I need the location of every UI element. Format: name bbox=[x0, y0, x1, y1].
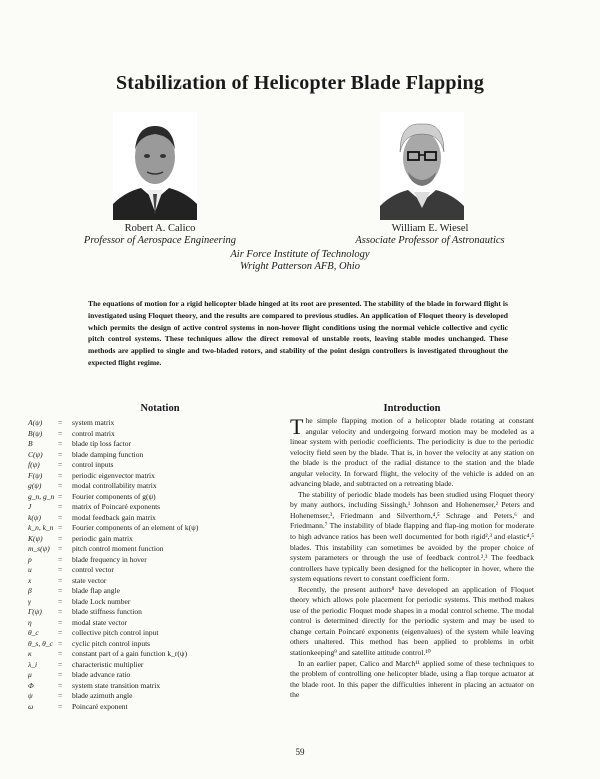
equals-sign: = bbox=[58, 418, 63, 427]
notation-item bbox=[28, 628, 298, 639]
notation-symbol: k_n, k_n bbox=[28, 523, 54, 533]
equals-sign: = bbox=[58, 502, 63, 512]
notation-item bbox=[28, 544, 298, 555]
notation-definition: modal feedback gain matrix bbox=[72, 512, 156, 522]
author-name: Robert A. Calico bbox=[124, 223, 196, 234]
equals-sign: = bbox=[58, 523, 63, 533]
notation-definition: constant part of a gain function k_r(ψ) bbox=[72, 649, 188, 659]
notation-symbol: ψ bbox=[28, 691, 33, 701]
equals-sign: = bbox=[58, 628, 63, 638]
equals-sign: = bbox=[58, 439, 63, 449]
notation-definition: system matrix bbox=[72, 418, 115, 427]
equals-sign: = bbox=[58, 491, 63, 501]
notation-item bbox=[28, 418, 298, 429]
notation-symbol: f(ψ) bbox=[28, 460, 40, 470]
notation-item bbox=[28, 681, 298, 692]
notation-item bbox=[28, 555, 298, 566]
notation-symbol: θ_c bbox=[28, 628, 39, 638]
affiliation bbox=[0, 249, 600, 273]
notation-symbol: κ bbox=[28, 649, 32, 659]
equals-sign: = bbox=[58, 701, 63, 711]
equals-sign: = bbox=[58, 533, 63, 543]
notation-definition: state vector bbox=[72, 575, 107, 585]
notation-definition: control inputs bbox=[72, 460, 114, 470]
notation-item bbox=[28, 481, 298, 492]
notation-definition: Fourier components of g(ψ) bbox=[72, 491, 156, 501]
notation-item bbox=[28, 702, 298, 713]
notation-item bbox=[28, 576, 298, 587]
equals-sign: = bbox=[58, 596, 63, 606]
notation-definition: control vector bbox=[72, 565, 114, 575]
equals-sign: = bbox=[58, 691, 63, 701]
notation-item bbox=[28, 618, 298, 629]
equals-sign: = bbox=[58, 586, 63, 596]
notation-symbol: Φ bbox=[28, 680, 34, 690]
notation-definition: Poincaré exponent bbox=[72, 701, 128, 711]
notation-symbol: η bbox=[28, 617, 32, 627]
intro-paragraph: Recently, the present authors⁸ have developed an application of Floquet theory which allows pole placement for periodic systems. This method makes use of the periodic Floquet mode shapes in a modal control scheme. The modal control is determined directly for the periodic system and may be used to change certain Poincaré exponents (eigenvalues) of the system while leaving others unaltered. This method has been applied to problems in orbit stationkeeping⁹ and satellite attitude control.¹⁰ bbox=[290, 584, 534, 658]
notation-symbol: θ_s, θ_c bbox=[28, 638, 53, 648]
notation-symbol: Γ(ψ) bbox=[28, 607, 42, 617]
intro-paragraph: The stability of periodic blade models has been studied using Floquet theory by many authors, including Sissingh,¹ Johnson and Hohenemser,² Peters and Hohenemser,³, Friedmann and Silverthorn,⁴,⁵ Schrage and Peters,⁶ and Friedmann.⁷ The instability of blade flapping and flap-ing motion for moderate to high advance ratios has been well documented for both rigid²,³ and elastic⁴,⁵ blades. This instability can sometimes be avoided by the proper choice of system parameters or through the use of feedback control.²,³ The feedback controllers have typically been designed for the helicopter in hover, where the system equations revert to constant coefficient form. bbox=[290, 489, 534, 584]
equals-sign: = bbox=[58, 670, 63, 680]
equals-sign: = bbox=[58, 659, 63, 669]
notation-definition: blade tip loss factor bbox=[72, 439, 131, 449]
equals-sign: = bbox=[58, 565, 63, 575]
equals-sign: = bbox=[58, 449, 63, 459]
notation-item bbox=[28, 586, 298, 597]
notation-item bbox=[28, 502, 298, 513]
notation-item bbox=[28, 492, 298, 503]
equals-sign: = bbox=[58, 617, 63, 627]
notation-symbol: β bbox=[28, 586, 32, 596]
notation-definition: modal state vector bbox=[72, 617, 127, 627]
notation-symbol: g_n, g_n bbox=[28, 491, 55, 501]
notation-item bbox=[28, 597, 298, 608]
notation-item bbox=[28, 429, 298, 440]
equals-sign: = bbox=[58, 638, 63, 648]
notation-symbol: C(ψ) bbox=[28, 449, 43, 459]
author-photo-calico bbox=[113, 112, 197, 220]
equals-sign: = bbox=[58, 575, 63, 585]
notation-item bbox=[28, 565, 298, 576]
affiliation-institute: Air Force Institute of Technology bbox=[230, 249, 370, 260]
notation-item bbox=[28, 607, 298, 618]
notation-definition: blade stiffness function bbox=[72, 607, 142, 617]
notation-item bbox=[28, 439, 298, 450]
notation-symbol: ω bbox=[28, 701, 34, 711]
equals-sign: = bbox=[58, 470, 63, 480]
notation-item bbox=[28, 450, 298, 461]
notation-definition: blade azimuth angle bbox=[72, 691, 133, 701]
notation-symbol: A(ψ) bbox=[28, 418, 43, 427]
notation-item bbox=[28, 534, 298, 545]
introduction-heading: Introduction bbox=[383, 403, 441, 414]
author-photo-wiesel bbox=[380, 112, 464, 220]
author-title: Associate Professor of Astronautics bbox=[355, 235, 505, 246]
equals-sign: = bbox=[58, 512, 63, 522]
notation-definition: blade advance ratio bbox=[72, 670, 131, 680]
intro-paragraph: The simple flapping motion of a helicopter blade rotating at constant angular velocity and undergoing forward motion may be modeled as a linear system with periodic coefficients. The periodicity is due to the periodic velocity field seen by the blade. That is, in hover the velocity at any station on the blade is the product of the radial distance to the station and the blade angular velocity. In forward flight, the velocity of the vehicle is added on an advancing blade, and subtracted on a retreating blade. bbox=[290, 414, 534, 489]
notation-item bbox=[28, 691, 298, 702]
affiliation-location: Wright Patterson AFB, Ohio bbox=[240, 261, 360, 272]
notation-definition: blade Lock number bbox=[72, 596, 131, 606]
notation-item bbox=[28, 639, 298, 650]
equals-sign: = bbox=[58, 554, 63, 564]
notation-symbol: x bbox=[28, 575, 32, 585]
notation-item bbox=[28, 513, 298, 524]
drop-cap: T bbox=[290, 414, 304, 439]
equals-sign: = bbox=[58, 460, 63, 470]
notation-item bbox=[28, 670, 298, 681]
abstract: The equations of motion for a rigid helicopter blade hinged at its root are presented. The stability of the blade in forward flight is investigated using Floquet theory, and the results are compared to previous studies. An application of Floquet theory is developed which permits the design of active control systems in non-hover flight conditions using the normal vehicle collective and cyclic pitch control systems. These techniques allow the direct removal of unstable roots, leaving stable modes unchanged. These methods are applied to single and two-bladed rotors, and stability of the point design controllers is investigated throughout the expected flight regime. bbox=[88, 299, 508, 367]
equals-sign: = bbox=[58, 544, 63, 554]
paper-title: Stabilization of Helicopter Blade Flapping bbox=[115, 72, 485, 94]
notation-symbol: λ_i bbox=[28, 659, 38, 669]
equals-sign: = bbox=[58, 649, 63, 659]
notation-definition: Fourier components of an element of k(ψ) bbox=[72, 523, 199, 533]
page-number: 59 bbox=[295, 747, 305, 757]
notation-definition: periodic gain matrix bbox=[72, 533, 133, 543]
notation-symbol: μ bbox=[28, 670, 32, 680]
equals-sign: = bbox=[58, 428, 63, 438]
notation-definition: matrix of Poincaré exponents bbox=[72, 502, 161, 512]
notation-symbol: g(ψ) bbox=[28, 481, 42, 491]
author-name: William E. Wiesel bbox=[391, 223, 469, 234]
notation-symbol: B(ψ) bbox=[28, 428, 43, 438]
notation-symbol: m_s(ψ) bbox=[28, 544, 50, 554]
intro-paragraph: In an earlier paper, Calico and March¹¹ applied some of these techniques to the problem of controlling one helicopter blade, using a flap torque actuator at the blade root. In this paper the difficulties inherent in placing an actuator on the bbox=[290, 658, 534, 700]
notation-symbol: u bbox=[28, 565, 32, 575]
equals-sign: = bbox=[58, 607, 63, 617]
notation-list bbox=[28, 418, 298, 712]
notation-definition: cyclic pitch control inputs bbox=[72, 638, 151, 648]
equals-sign: = bbox=[58, 481, 63, 491]
notation-item bbox=[28, 523, 298, 534]
author-title: Professor of Aerospace Engineering bbox=[83, 235, 237, 246]
notation-definition: system state transition matrix bbox=[72, 680, 161, 690]
notation-definition: modal controllability matrix bbox=[72, 481, 157, 491]
notation-heading: Notation bbox=[140, 403, 180, 414]
notation-symbol: B bbox=[28, 439, 33, 449]
notation-item bbox=[28, 660, 298, 671]
notation-definition: collective pitch control input bbox=[72, 628, 159, 638]
notation-item bbox=[28, 649, 298, 660]
notation-item bbox=[28, 471, 298, 482]
notation-symbol: F(ψ) bbox=[28, 470, 43, 480]
notation-definition: control matrix bbox=[72, 428, 115, 438]
notation-definition: periodic eigenvector matrix bbox=[72, 470, 155, 480]
notation-definition: characteristic multiplier bbox=[72, 659, 144, 669]
notation-symbol: p bbox=[28, 554, 32, 564]
notation-definition: blade flap angle bbox=[72, 586, 120, 596]
notation-symbol: k(ψ) bbox=[28, 512, 41, 522]
notation-definition: blade damping function bbox=[72, 449, 144, 459]
notation-symbol: γ bbox=[28, 596, 31, 606]
notation-item bbox=[28, 460, 298, 471]
introduction-body bbox=[290, 416, 534, 701]
equals-sign: = bbox=[58, 680, 63, 690]
notation-symbol: J bbox=[28, 502, 32, 512]
notation-definition: blade frequency in hover bbox=[72, 554, 147, 564]
notation-symbol: K(ψ) bbox=[28, 533, 43, 543]
notation-definition: pitch control moment function bbox=[72, 544, 164, 554]
